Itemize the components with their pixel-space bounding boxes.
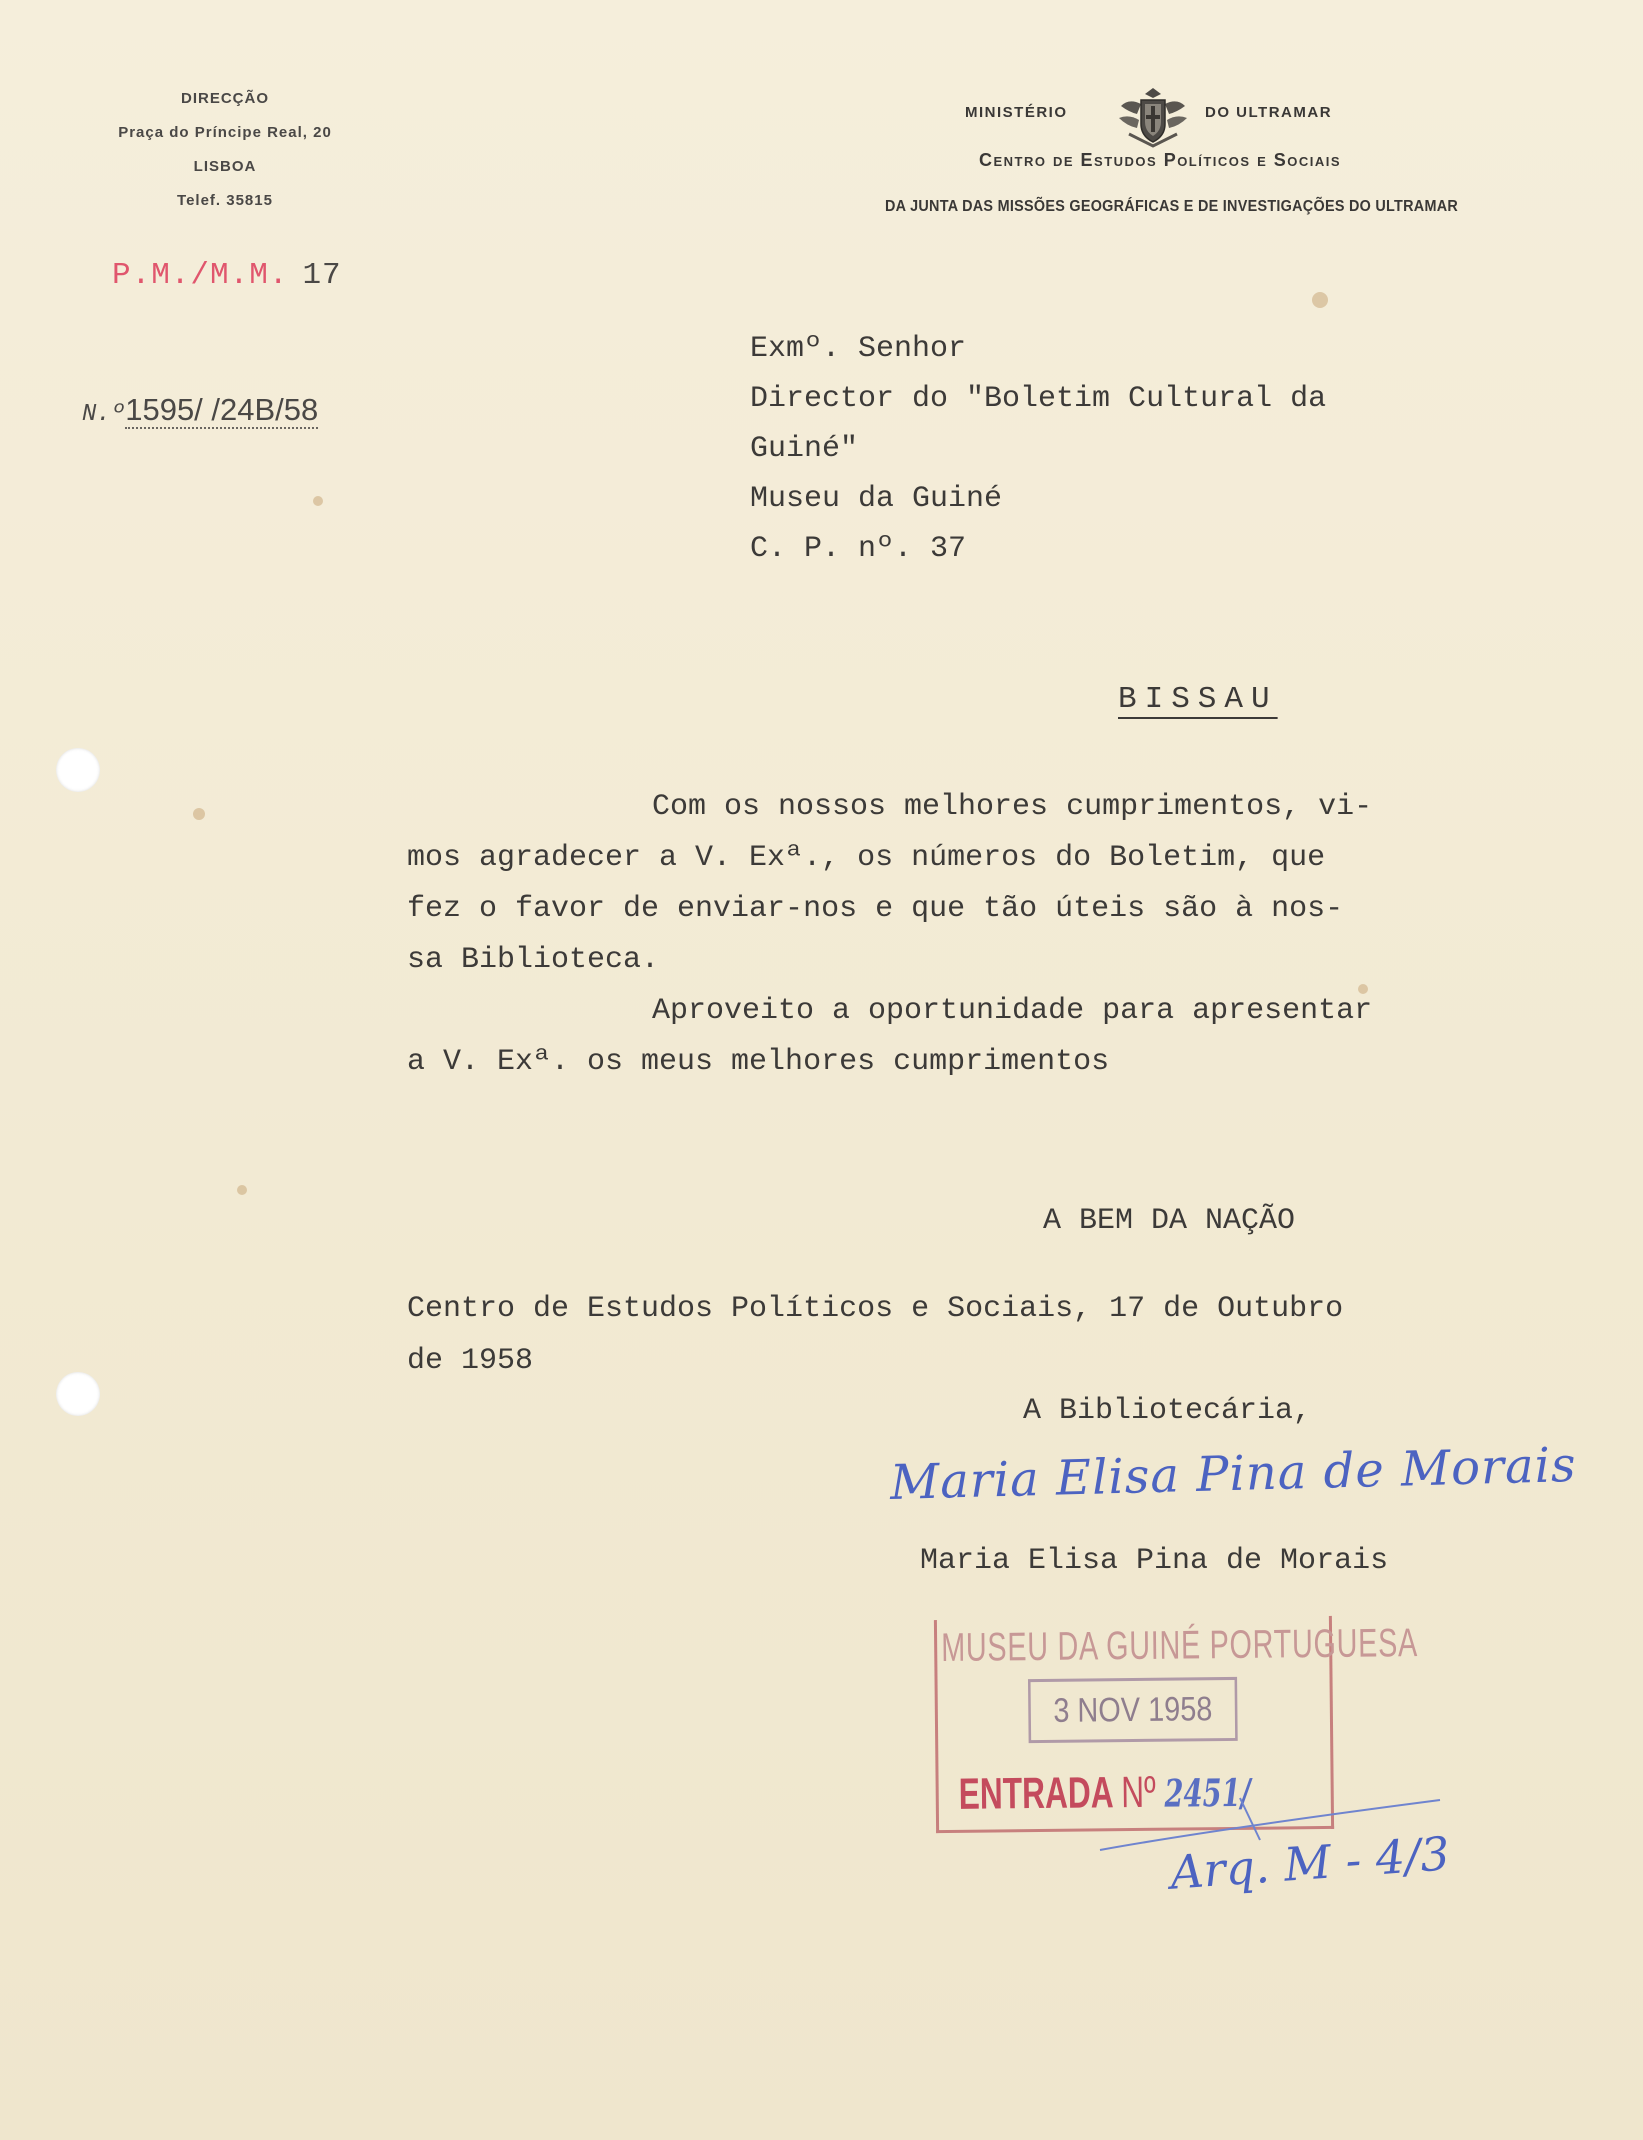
- reference-number-value: 1595/ /24B/58: [125, 392, 319, 427]
- stain: [237, 1185, 247, 1195]
- reference-pm-code: P.M./M.M.: [112, 258, 289, 293]
- handwritten-annotation: Arq. M - 4/3: [1168, 1826, 1452, 1900]
- letterhead-phone: Telef. 35815: [177, 192, 273, 209]
- body-line: Aproveito a oportunidade para apresentar: [652, 994, 1373, 1028]
- reference-pm: [112, 258, 342, 293]
- place-date-line: de 1958: [407, 1344, 534, 1378]
- letterhead-street: Praça do Príncipe Real, 20: [118, 124, 332, 141]
- stain: [313, 496, 323, 506]
- stamp-number-label: Nº: [1120, 1767, 1156, 1818]
- punch-hole-bottom: [56, 1372, 100, 1416]
- ministry-label-left: MINISTÉRIO: [965, 104, 1068, 121]
- junta-name: DA JUNTA DAS MISSÕES GEOGRÁFICAS E DE INVESTIGAÇÕES DO ULTRAMAR: [885, 198, 1459, 215]
- body-line: mos agradecer a V. Exª., os números do Boletim, que: [407, 841, 1326, 875]
- handwritten-signature: Maria Elisa Pina de Morais: [889, 1437, 1578, 1511]
- ministry-label-right: DO ULTRAMAR: [1205, 104, 1333, 121]
- addressee-line: Guiné": [750, 432, 859, 466]
- body-line: fez o favor de enviar-nos e que tão úteis são à nos-: [407, 892, 1344, 926]
- letterhead-address: [70, 82, 380, 218]
- stamp-title: MUSEU DA GUINÉ PORTUGUESA: [940, 1621, 1419, 1671]
- stamp-entry-label: ENTRADA: [958, 1768, 1113, 1819]
- letterhead-direction: DIRECÇÃO: [180, 90, 269, 107]
- addressee-block: [750, 324, 1326, 574]
- centre-name: Centro de Estudos Políticos e Sociais: [978, 150, 1342, 170]
- punch-hole-top: [56, 748, 100, 792]
- reference-pm-number: 17: [302, 258, 342, 293]
- place-date-line: Centro de Estudos Políticos e Sociais, 17 de Outubro: [407, 1292, 1344, 1326]
- addressee-line: Director do "Boletim Cultural da: [750, 382, 1327, 416]
- coat-of-arms-icon: [1115, 84, 1191, 148]
- stain: [1312, 292, 1328, 308]
- stain: [193, 808, 205, 820]
- addressee-line: C. P. nº. 37: [750, 532, 967, 566]
- letterhead-city: LISBOA: [193, 158, 257, 175]
- destination-city: BISSAU: [1118, 682, 1278, 717]
- stamp-handwritten-number: 2451/: [1164, 1769, 1251, 1816]
- letter-body: [407, 782, 1487, 1088]
- body-line: a V. Exª. os meus melhores cumprimentos: [407, 1045, 1110, 1079]
- stamp-date: 3 NOV 1958: [1028, 1677, 1238, 1743]
- ministry-line: [940, 92, 1460, 138]
- reference-number-label: N.º: [82, 401, 126, 428]
- signer-role: A Bibliotecária,: [1023, 1394, 1312, 1428]
- closing-motto: A BEM DA NAÇÃO: [1043, 1204, 1296, 1238]
- addressee-line: Museu da Guiné: [750, 482, 1003, 516]
- addressee-line: Exmº. Senhor: [750, 332, 967, 366]
- body-line: sa Biblioteca.: [407, 943, 660, 977]
- reference-number: [82, 392, 318, 430]
- body-line: Com os nossos melhores cumprimentos, vi-: [652, 790, 1373, 824]
- signer-name: Maria Elisa Pina de Morais: [920, 1544, 1389, 1578]
